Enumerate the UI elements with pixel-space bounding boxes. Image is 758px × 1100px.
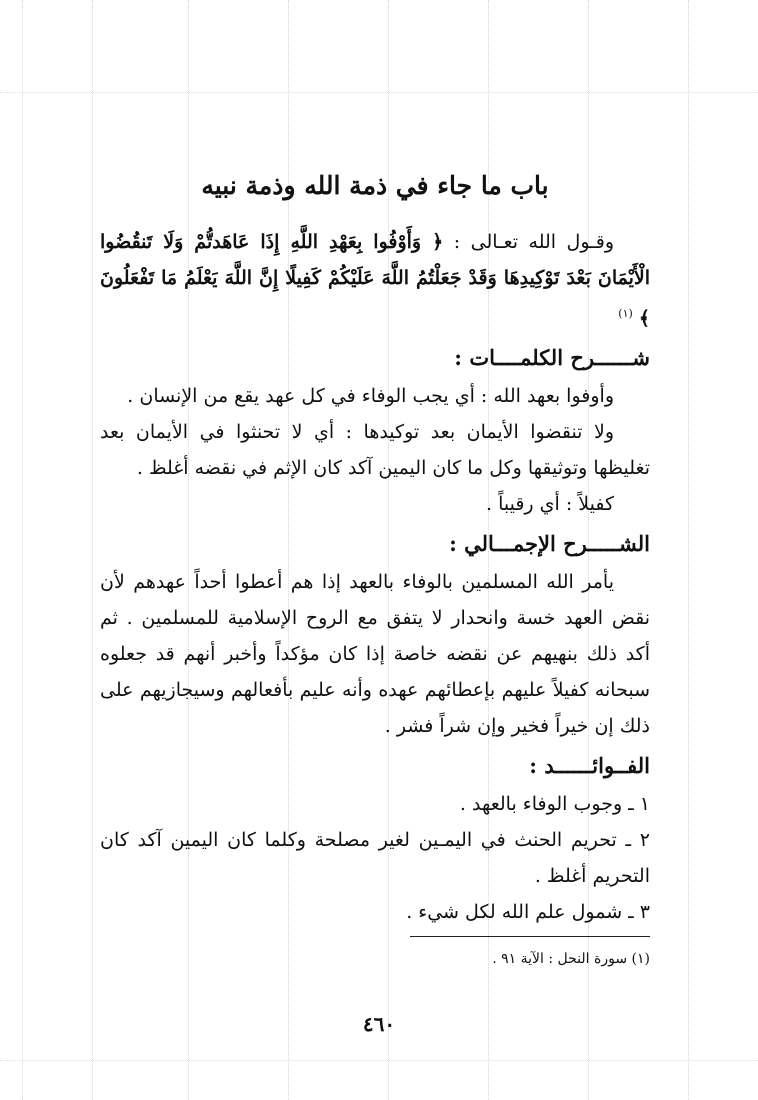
- summary-heading: الشـــــرح الإجمـــالي :: [449, 531, 650, 557]
- footnote-divider: [410, 936, 650, 937]
- intro-label: وقـول الله تعـالى :: [453, 231, 615, 253]
- page-number: ٤٦٠: [362, 1012, 396, 1036]
- benefit-item-3: ٣ ـ شمول علم الله لكل شيء .: [406, 901, 650, 924]
- word-item-2: ولا تنقضوا الأيمان بعد توكيدها : أي لا تحنثوا في الأيمان بعد تغليظها وتوثيقها وكل ما كان اليمين آكد كان الإثم في نقضه أغلظ .: [100, 421, 650, 480]
- word-item-3: كفيلاً : أي رقيباً .: [486, 493, 614, 516]
- benefit-item-1: ١ ـ وجوب الوفاء بالعهد .: [459, 793, 650, 816]
- quran-verse: ﴿ وَأَوْفُوا بِعَهْدِ اللَّهِ إِذَا عَاهَدتُّمْ وَلَا تَنقُضُوا الْأَيْمَانَ بَعْدَ تَوْكِيدِهَا وَقَدْ جَعَلْتُمُ اللَّهَ عَلَيْكُمْ كَفِيلًا إِنَّ اللَّهَ يَعْلَمُ مَا تَفْعَلُونَ ﴾: [100, 231, 650, 330]
- footnote: (١) سورة النحل : الآية ٩١ .: [492, 951, 650, 968]
- summary-paragraph: يأمر الله المسلمين بالوفاء بالعهد إذا هم أعطوا أحداً عهدهم لأن نقض العهد خسة وانحدار لا يتفق مع الروح الإسلامية للمسلمين . ثم أكد ذلك بنهيهم عن نقضه خاصة إذا كان مؤكداً وأخبر أنهم قد جعلوه سبحانه كفيلاً عليهم بإعطائهم عهده وأنه عليم بأفعالهم وسيجازيهم على ذلك إن خيراً فخير وإن شراً فشر .: [100, 571, 650, 738]
- grid-line: [688, 0, 689, 1100]
- words-heading: شــــــرح الكلمــــات :: [454, 345, 650, 371]
- page-title: باب ما جاء في ذمة الله وذمة نبيه: [201, 171, 549, 200]
- benefit-item-2: ٢ ـ تحريم الحنث في اليمـين لغير مصلحة وكلما كان اليمين آكد كان التحريم أغلظ .: [100, 829, 650, 888]
- grid-line: [0, 1060, 758, 1061]
- footnote-mark: (١): [618, 307, 633, 320]
- grid-line: [0, 92, 758, 93]
- page-content: [100, 168, 650, 971]
- grid-line: [22, 0, 23, 1100]
- intro-paragraph: [100, 224, 650, 336]
- benefits-heading: الفــوائــــــد :: [529, 753, 650, 779]
- grid-line: [92, 0, 93, 1100]
- word-item-1: وأوفوا بعهد الله : أي يجب الوفاء في كل عهد يقع من الإنسان .: [127, 385, 614, 408]
